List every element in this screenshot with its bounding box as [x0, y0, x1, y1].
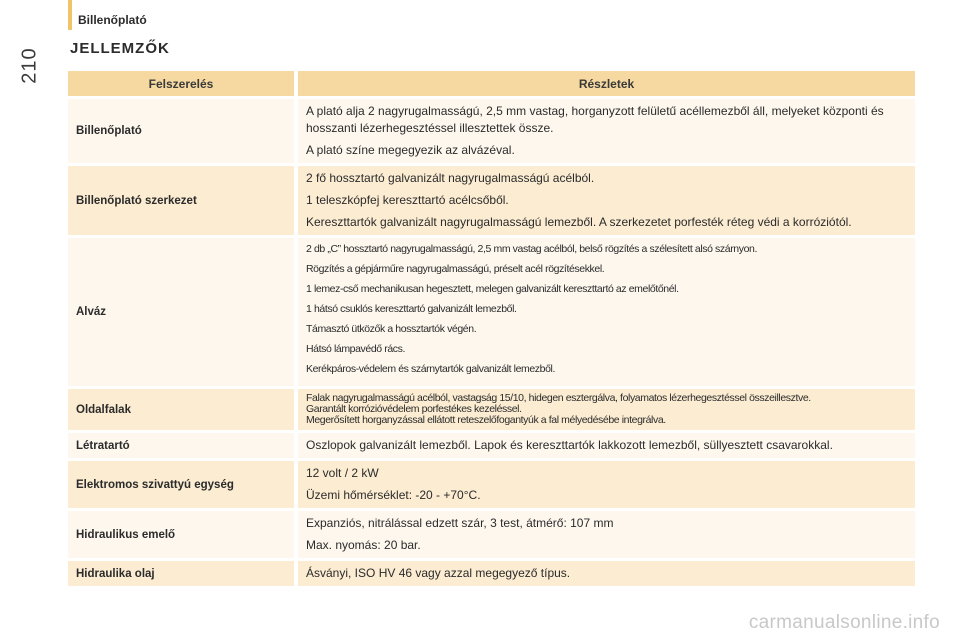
table-row — [68, 99, 915, 163]
detail-line: Kereszttartók galvanizált nagyrugalmasságú lemezből. A szerkezetet porfesték réteg védi a korróziótól. — [306, 215, 852, 229]
details-cell — [298, 511, 915, 558]
detail-line: Falak nagyrugalmasságú acélból, vastagság 15/10, hidegen esztergálva, folyamatos lézerhegesztéssel összeillesztve. — [306, 392, 811, 404]
details-cell — [298, 238, 915, 386]
details-cell — [298, 166, 915, 235]
column-header-equipment: Felszerelés — [68, 71, 298, 96]
equipment-cell: Alváz — [68, 238, 298, 386]
detail-line: Garantált korrózióvédelem porfestékes kezeléssel. — [306, 403, 522, 415]
detail-line: Hátsó lámpavédő rács. — [306, 343, 405, 355]
detail-line: 1 lemez-cső mechanikusan hegesztett, melegen galvanizált kereszttartó az emelőtőnél. — [306, 283, 679, 295]
table-row — [68, 461, 915, 508]
detail-line: Ásványi, ISO HV 46 vagy azzal megegyező típus. — [306, 566, 571, 580]
equipment-cell: Hidraulikus emelő — [68, 511, 298, 558]
detail-line: A plató színe megegyezik az alvázéval. — [306, 143, 515, 157]
detail-line: Max. nyomás: 20 bar. — [306, 538, 421, 552]
details-cell — [298, 461, 915, 508]
detail-line: Expanziós, nitrálással edzett szár, 3 test, átmérő: 107 mm — [306, 516, 614, 530]
details-cell — [298, 433, 915, 458]
page-title: JELLEMZŐK — [70, 40, 170, 57]
equipment-cell: Oldalfalak — [68, 389, 298, 430]
detail-line: A plató alja 2 nagyrugalmasságú, 2,5 mm vastag, horganyzott felületű acéllemezből áll, melyeket központi és hosszanti lézerhegesztéssel illesztettek össze. — [306, 104, 884, 135]
detail-line: Üzemi hőmérséklet: -20 - +70°C. — [306, 488, 481, 502]
column-header-details: Részletek — [298, 71, 915, 96]
table-row — [68, 238, 915, 386]
section-tag: Billenőplató — [78, 13, 147, 27]
detail-line: Oszlopok galvanizált lemezből. Lapok és kereszttartók lakkozott lemezből, süllyesztett csavarokkal. — [306, 438, 833, 452]
page-number: 210 — [18, 47, 41, 84]
detail-line: Rögzítés a gépjárműre nagyrugalmasságú, préselt acél rögzítésekkel. — [306, 263, 605, 275]
detail-line: Megerősített horganyzással ellátott reteszelőfogantyúk a fal mélyedésébe integrálva. — [306, 414, 666, 426]
equipment-cell: Hidraulika olaj — [68, 561, 298, 586]
detail-line: 12 volt / 2 kW — [306, 466, 379, 480]
table-row — [68, 561, 915, 586]
table-header-row — [68, 71, 915, 96]
spec-table — [68, 68, 915, 589]
equipment-cell: Elektromos szivattyú egység — [68, 461, 298, 508]
details-cell — [298, 389, 915, 430]
section-accent-bar — [68, 0, 72, 30]
table-row — [68, 389, 915, 430]
details-cell — [298, 561, 915, 586]
table-row — [68, 511, 915, 558]
detail-line: 2 db „C” hossztartó nagyrugalmasságú, 2,5 mm vastag acélból, belső rögzítés a szélesített alsó szárnyon. — [306, 243, 757, 255]
detail-line: 2 fő hossztartó galvanizált nagyrugalmasságú acélból. — [306, 171, 595, 185]
equipment-cell: Létratartó — [68, 433, 298, 458]
table-row — [68, 166, 915, 235]
detail-line: 1 hátsó csuklós kereszttartó galvanizált lemezből. — [306, 303, 517, 315]
table-row — [68, 433, 915, 458]
equipment-cell: Billenőplató szerkezet — [68, 166, 298, 235]
detail-line: Támasztó ütközők a hossztartók végén. — [306, 323, 477, 335]
details-cell — [298, 99, 915, 163]
equipment-cell: Billenőplató — [68, 99, 298, 163]
detail-line: Kerékpáros-védelem és szárnytartók galvanizált lemezből. — [306, 363, 555, 375]
watermark: carmanualsonline.info — [748, 612, 940, 633]
detail-line: 1 teleszkópfej kereszttartó acélcsőből. — [306, 193, 509, 207]
